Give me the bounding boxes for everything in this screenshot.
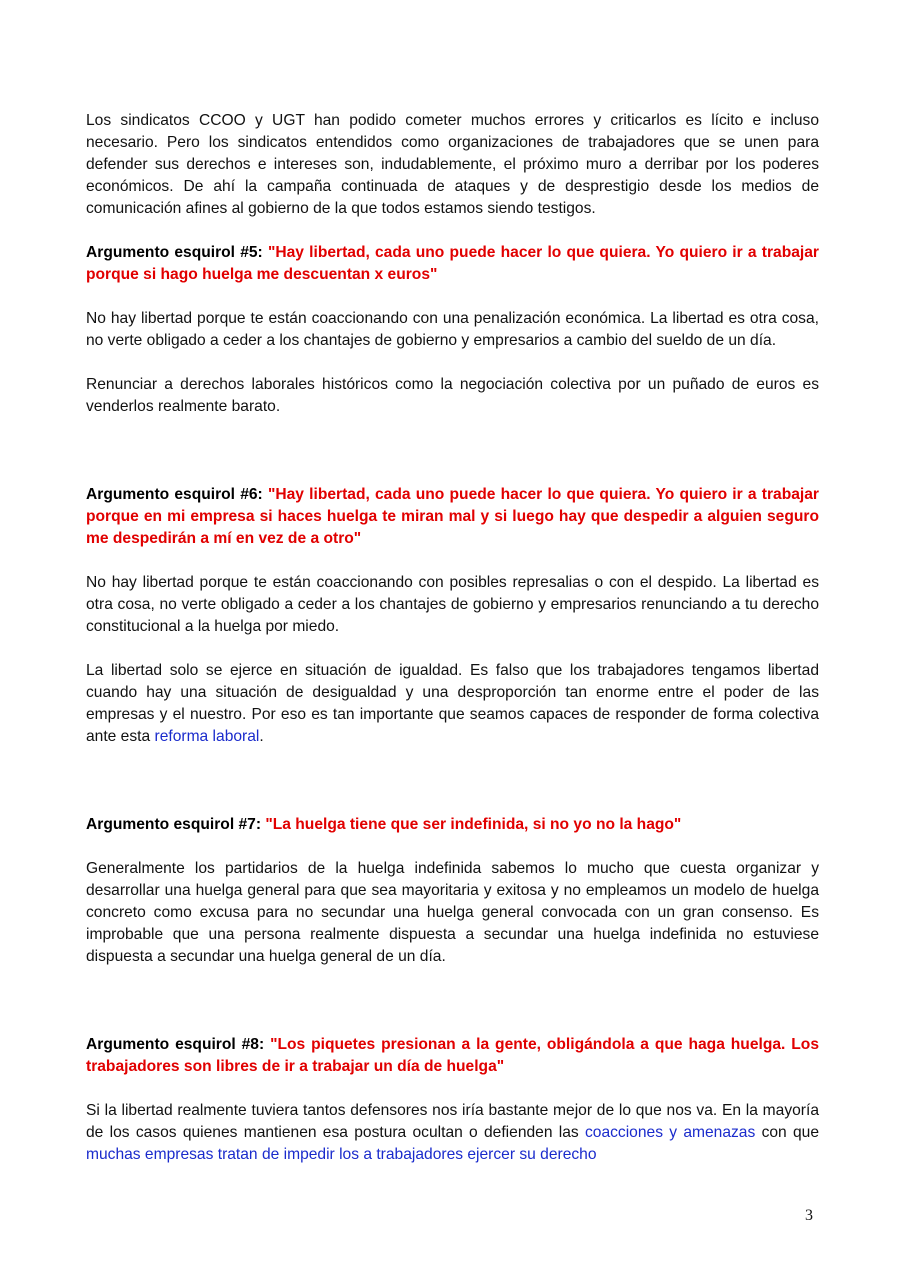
argument-7-response: Generalmente los partidarios de la huelga indefinida sabemos lo mucho que cuesta organizar y desarrollar una huelga general para que sea mayoritaria y exitosa y no empleamos un modelo de huelga concreto como excusa para no secundar una huelga general convocada con un gran consenso. Es improbable que una persona realmente dispuesta a secundar una huelga indefinida no estuviese dispuesta a secundar una huelga general de un día. bbox=[86, 860, 819, 965]
reforma-laboral-link[interactable]: reforma laboral bbox=[154, 728, 260, 745]
argument-6-text: La libertad solo se ejerce en situación de igualdad. Es falso que los trabajadores tengamos libertad cuando hay una situación de desigualdad y una desproporción tan enorme entre el poder de las empresas y el nuestro. Por eso es tan importante que seamos capaces de responder de forma colectiva ante esta bbox=[86, 662, 819, 745]
argument-8-response bbox=[86, 1100, 819, 1166]
argument-6-response: No hay libertad porque te están coaccionando con posibles represalias o con el despido. La libertad es otra cosa, no verte obligado a ceder a los chantajes de gobierno y empresarios renunciando a tu derecho constitucional a la huelga por miedo. bbox=[86, 574, 819, 635]
argument-7-label: Argumento esquirol #7: bbox=[86, 816, 266, 833]
argument-8-text-mid: con que bbox=[755, 1124, 819, 1141]
page-number: 3 bbox=[805, 1207, 813, 1224]
empresas-link[interactable]: muchas empresas tratan de impedir los a trabajadores ejercer su derecho bbox=[86, 1146, 597, 1163]
argument-5-response: No hay libertad porque te están coaccionando con una penalización económica. La libertad es otra cosa, no verte obligado a ceder a los chantajes de gobierno y empresarios a cambio del sueldo de un día. bbox=[86, 310, 819, 349]
argument-5-response-2: Renunciar a derechos laborales históricos como la negociación colectiva por un puñado de euros es venderlos realmente barato. bbox=[86, 376, 819, 415]
argument-5-heading bbox=[86, 242, 819, 286]
argument-8-heading bbox=[86, 1034, 819, 1078]
argument-8-quote: "Los piquetes presionan a la gente, obligándola a que haga huelga. Los trabajadores son libres de ir a trabajar un día de huelga" bbox=[86, 1036, 819, 1075]
argument-5-quote: "Hay libertad, cada uno puede hacer lo que quiera. Yo quiero ir a trabajar porque si hago huelga me descuentan x euros" bbox=[86, 244, 819, 283]
argument-6-response-2 bbox=[86, 660, 819, 748]
argument-8-label: Argumento esquirol #8: bbox=[86, 1036, 271, 1053]
argument-6-label: Argumento esquirol #6: bbox=[86, 486, 268, 503]
argument-8-text: Si la libertad realmente tuviera tantos defensores nos iría bastante mejor de lo que nos va. En la mayoría de los casos quienes mantienen esa postura ocultan o defienden las bbox=[86, 1102, 819, 1141]
argument-6-heading bbox=[86, 484, 819, 550]
argument-5-label: Argumento esquirol #5: bbox=[86, 244, 268, 261]
argument-7-heading bbox=[86, 814, 819, 836]
argument-7-quote: "La huelga tiene que ser indefinida, si no yo no la hago" bbox=[265, 816, 682, 833]
argument-6-text-end: . bbox=[259, 728, 264, 745]
document-body bbox=[86, 110, 819, 1166]
intro-paragraph: Los sindicatos CCOO y UGT han podido cometer muchos errores y criticarlos es lícito e incluso necesario. Pero los sindicatos entendidos como organizaciones de trabajadores que se unen para defender sus derechos e intereses son, indudablemente, el próximo muro a derribar por los poderes económicos. De ahí la campaña continuada de ataques y de desprestigio desde los medios de comunicación afines al gobierno de la que todos estamos siendo testigos. bbox=[86, 112, 819, 217]
argument-6-quote: "Hay libertad, cada uno puede hacer lo que quiera. Yo quiero ir a trabajar porque en mi empresa si haces huelga te miran mal y si luego hay que despedir a alguien seguro me despedirán a mí en vez de a otro" bbox=[86, 486, 819, 547]
coacciones-link[interactable]: coacciones y amenazas bbox=[584, 1124, 756, 1141]
